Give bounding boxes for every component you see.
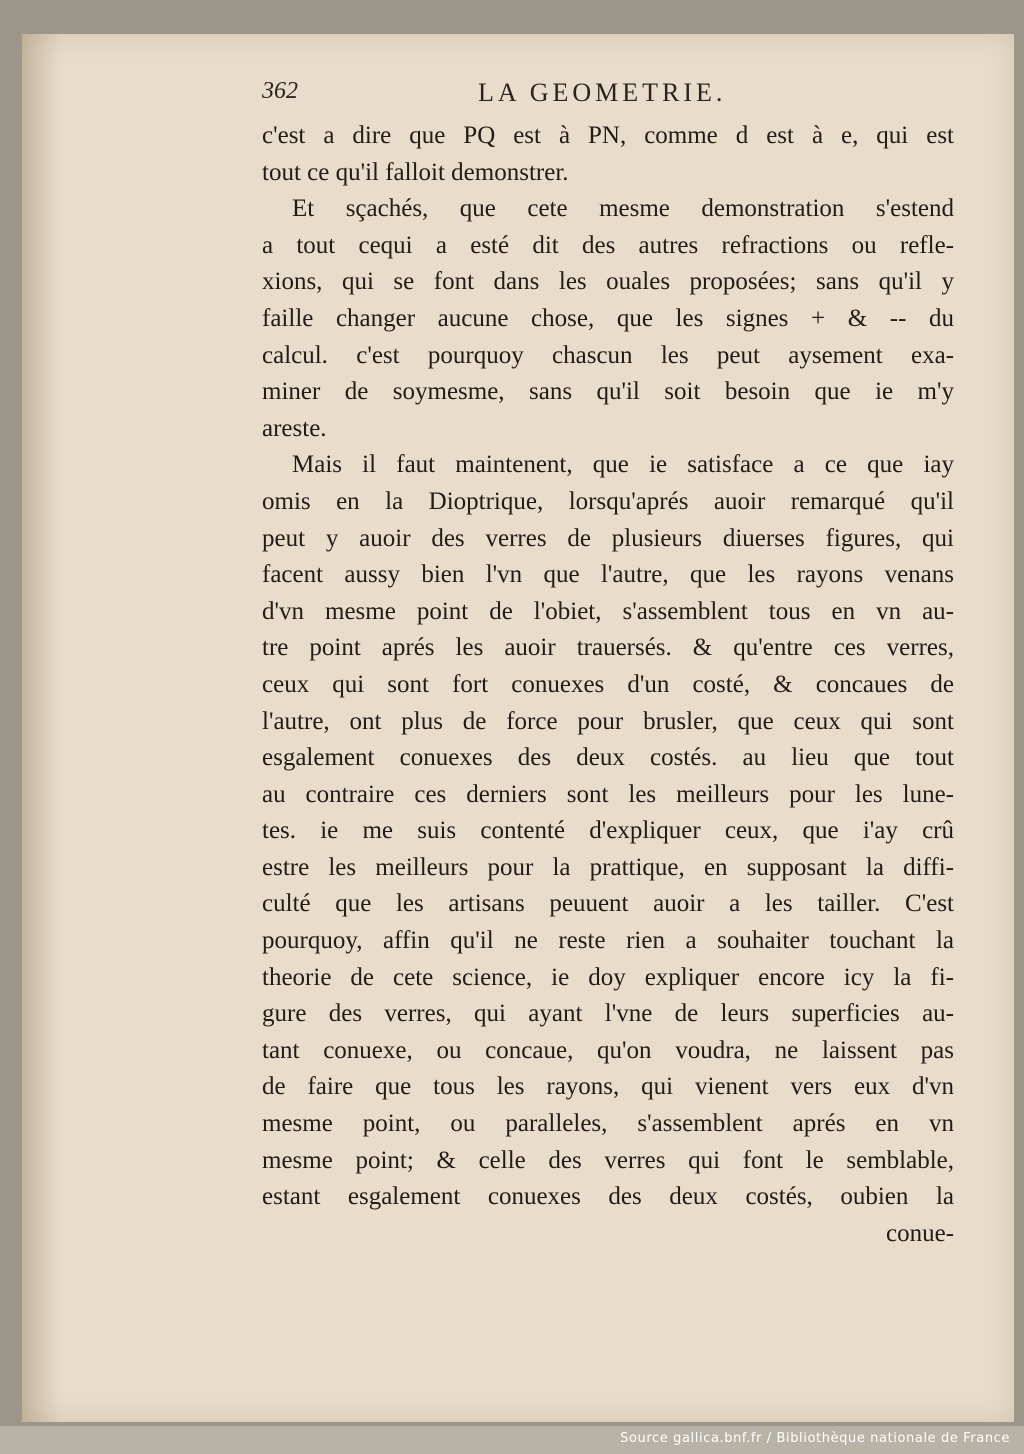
text-line: tes. ie me suis contenté d'expliquer ceux, que i'ay crû (262, 817, 954, 845)
text-line: theorie de cete science, ie doy expliquer encore icy la fi- (262, 963, 954, 991)
text-line: mesme point, ou paralleles, s'assemblent aprés en vn (262, 1110, 954, 1138)
text-line: xions, qui se font dans les ouales proposées; sans qu'il y (262, 268, 954, 296)
page-number: 362 (262, 78, 298, 104)
text-line: calcul. c'est pourquoy chascun les peut aysement exa- (262, 341, 954, 369)
text-line: au contraire ces derniers sont les meilleurs pour les lune- (262, 780, 954, 808)
running-head (262, 78, 954, 112)
book-title: LA GEOMETRIE. (478, 78, 727, 107)
catchword: conue- (885, 1219, 954, 1247)
text-line: areste. (262, 414, 327, 442)
text-line: miner de soymesme, sans qu'il soit besoin que ie m'y (262, 378, 954, 406)
text-line: pourquoy, affin qu'il ne reste rien a souhaiter touchant la (262, 927, 954, 955)
text-line: gure des verres, qui ayant l'vne de leurs superficies au- (262, 1000, 954, 1028)
source-attribution: Source gallica.bnf.fr / Bibliothèque nationale de France (620, 1431, 1010, 1446)
text-line: culté que les artisans peuuent auoir a les tailler. C'est (262, 890, 954, 918)
text-line: esgalement conuexes des deux costés. au lieu que tout (262, 744, 954, 772)
text-line: estant esgalement conuexes des deux costés, oubien la (262, 1183, 954, 1211)
text-line: tout ce qu'il falloit demonstrer. (262, 158, 569, 186)
text-line: peut y auoir des verres de plusieurs diuerses figures, qui (262, 524, 954, 552)
paragraph-start-line: Et sçachés, que cete mesme demonstration s'estend (292, 195, 954, 223)
text-line: faille changer aucune chose, que les signes + & -- du (262, 304, 954, 332)
text-line: omis en la Dioptrique, lorsqu'aprés auoir remarqué qu'il (262, 487, 954, 515)
text-line: facent aussy bien l'vn que l'autre, que les rayons venans (262, 561, 954, 589)
text-line: tant conuexe, ou concaue, qu'on voudra, ne laissent pas (262, 1036, 954, 1064)
text-line: a tout cequi a esté dit des autres refractions ou refle- (262, 231, 954, 259)
text-line: mesme point; & celle des verres qui font le semblable, (262, 1146, 954, 1174)
text-line: estre les meilleurs pour la prattique, en supposant la diffi- (262, 853, 954, 881)
text-line: tre point aprés les auoir trauersés. & qu'entre ces verres, (262, 634, 954, 662)
text-line: ceux qui sont fort conuexes d'un costé, & concaues de (262, 670, 954, 698)
paragraph-start-line: Mais il faut maintenent, que ie satisface a ce que iay (292, 451, 954, 479)
page-text (262, 118, 954, 1252)
text-line: c'est a dire que PQ est à PN, comme d est à e, qui est (262, 122, 954, 149)
text-line: de faire que tous les rayons, qui vienent vers eux d'vn (262, 1073, 954, 1101)
text-line: d'vn mesme point de l'obiet, s'assemblent tous en vn au- (262, 597, 954, 625)
text-line: l'autre, ont plus de force pour brusler, que ceux qui sont (262, 707, 954, 735)
